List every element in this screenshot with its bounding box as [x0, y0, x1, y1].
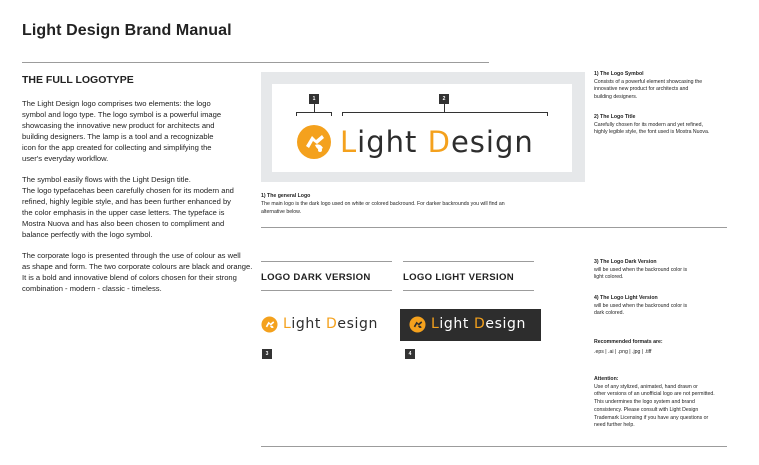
dark-version-rule-bottom — [261, 290, 392, 291]
caption-title: 1) The general Logo — [261, 193, 311, 199]
note-1-line: Consists of a powerful element showcasing the — [594, 78, 703, 85]
note-formats — [594, 339, 744, 356]
logo-letter-d: D — [427, 125, 451, 159]
title-divider — [22, 62, 489, 63]
marker-2-stem — [444, 104, 445, 112]
dark-version-heading: LOGO DARK VERSION — [261, 272, 371, 283]
note-logo-symbol — [594, 71, 744, 102]
marker-4: 4 — [405, 349, 415, 359]
attention-line: Trademark Licensing if you have any questions or — [594, 414, 709, 421]
attention-line: This undermines the logo system and brand — [594, 399, 695, 406]
formats-title: Recommended formats are: — [594, 339, 663, 345]
attention-line: Use of any stylized, animated, hand drawn or — [594, 383, 698, 390]
note-2-title: 2) The Logo Title — [594, 114, 636, 120]
note-4-title: 4) The Logo Light Version — [594, 295, 658, 301]
note-4-line: dark colored. — [594, 310, 624, 317]
marker-1-stem — [314, 104, 315, 112]
lamp-logo-icon — [409, 316, 426, 333]
logo-text-esign: esign — [485, 316, 526, 332]
light-version-rule-bottom — [403, 290, 534, 291]
note-2-line: highly legible style, the font used is Mostra Nuova. — [594, 129, 710, 136]
attention-title: Attention: — [594, 376, 619, 382]
page-title: Light Design Brand Manual — [22, 22, 232, 39]
logo-letter-l: L — [283, 316, 292, 332]
note-dark-version — [594, 259, 744, 282]
section-body — [22, 98, 260, 304]
marker-2-bracket — [342, 112, 548, 113]
marker-1-bracket — [296, 112, 332, 113]
main-logo-wordmark — [340, 126, 534, 158]
logo-text-esign: esign — [450, 125, 534, 159]
logo-text-ight: ight — [439, 316, 474, 332]
paragraph-colors: The corporate logo is presented through the use of colour as well as shape and form. The two corporate colours are black and orange. It is a bold and innovative blend of colors chosen for their strong combination - modern - classic - timeless. — [22, 251, 253, 293]
note-1-title: 1) The Logo Symbol — [594, 71, 644, 77]
marker-1-bracket-right — [331, 112, 332, 116]
logo-text-ight: ight — [357, 125, 428, 159]
main-logo — [296, 124, 534, 160]
formats-list: .eps | .ai | .png | .jpg | .tiff — [594, 348, 652, 355]
logo-letter-l: L — [431, 316, 440, 332]
note-3-title: 3) The Logo Dark Version — [594, 259, 657, 265]
light-version-logo — [409, 316, 526, 333]
dark-version-logo — [261, 316, 378, 333]
marker-2-bracket-left — [342, 112, 343, 116]
note-1-line: building designers. — [594, 94, 638, 101]
note-3-line: will be used when the backround color is — [594, 266, 688, 273]
marker-2-bracket-right — [547, 112, 548, 116]
lamp-logo-icon — [261, 316, 278, 333]
note-2-line: Carefully chosen for its modern and yet refined, — [594, 121, 703, 128]
section-heading: THE FULL LOGOTYPE — [22, 74, 134, 86]
main-divider — [261, 227, 727, 228]
note-light-version — [594, 295, 744, 318]
light-version-wordmark — [431, 316, 526, 333]
marker-3: 3 — [262, 349, 272, 359]
general-logo-caption — [261, 192, 591, 216]
marker-1-bracket-left — [296, 112, 297, 116]
attention-line: need further help. — [594, 422, 635, 429]
logo-letter-l: L — [340, 125, 358, 159]
light-version-heading: LOGO LIGHT VERSION — [403, 272, 514, 283]
attention-line: consistency. Please consult with Light Design — [594, 406, 699, 413]
attention-line: other versions of an unofficial logo are not permitted. — [594, 391, 715, 398]
note-attention — [594, 376, 754, 430]
dark-version-wordmark — [283, 316, 378, 333]
dark-version-rule-top — [261, 261, 392, 262]
marker-2: 2 — [439, 94, 449, 104]
note-4-line: will be used when the backround color is — [594, 302, 688, 309]
note-3-line: light colored. — [594, 274, 624, 281]
logo-text-esign: esign — [337, 316, 378, 332]
paragraph-intro: The Light Design logo comprises two elements: the logo symbol and logo type. The logo symbol is a powerful image showcasing the innovative new product for architects and building designers. The lamp is a tool and a recognizable icon for the app created for collecting and simplifying the user's everyday workflow. — [22, 99, 222, 163]
caption-line: The main logo is the dark logo used on white or colored backround. For darker backrounds you will find an — [261, 201, 505, 207]
lamp-logo-icon — [296, 124, 332, 160]
logo-letter-d: D — [326, 316, 338, 332]
caption-line: alternative below. — [261, 209, 302, 215]
note-logo-title — [594, 114, 754, 137]
marker-1: 1 — [309, 94, 319, 104]
bottom-divider — [261, 446, 727, 447]
logo-text-ight: ight — [291, 316, 326, 332]
logo-letter-d: D — [474, 316, 486, 332]
light-version-rule-top — [403, 261, 534, 262]
note-1-line: innovative new product for architects and — [594, 86, 689, 93]
paragraph-typeface: The symbol easily flows with the Light Design title. The logo typefacehas been carefully chosen for its modern and refined, highly legible style, and has been further enhanced by the color emphasis in the upper case letters. The typeface is Mostra Nuova and has also been chosen to compliment and balance perfectly with the logo symbol. — [22, 175, 234, 239]
